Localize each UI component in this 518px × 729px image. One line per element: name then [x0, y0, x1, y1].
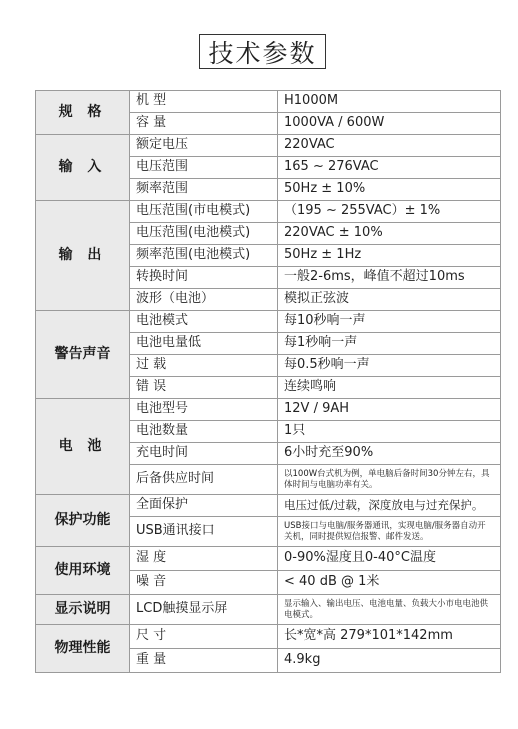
param-label: 电压范围(市电模式)	[130, 201, 278, 223]
param-label: 额定电压	[130, 135, 278, 157]
table-row	[36, 91, 501, 113]
table-row	[36, 311, 501, 333]
param-label: 电池数量	[130, 421, 278, 443]
param-value: 每10秒响一声	[278, 311, 501, 333]
param-label: 频率范围(电池模式)	[130, 245, 278, 267]
table-row	[36, 201, 501, 223]
param-value: 电压过低/过载，深度放电与过充保护。	[278, 495, 501, 517]
category-battery: 电 池	[36, 399, 130, 495]
param-label: 容 量	[130, 113, 278, 135]
table-row	[36, 595, 501, 625]
param-label: 波形（电池）	[130, 289, 278, 311]
category-physical: 物理性能	[36, 625, 130, 673]
param-label: 电池模式	[130, 311, 278, 333]
param-value: USB接口与电脑/服务器通讯，实现电脑/服务器自动开关机，同时提供短信报警、邮件发送。	[278, 517, 501, 547]
param-label: 机 型	[130, 91, 278, 113]
param-label: 电池电量低	[130, 333, 278, 355]
param-label: 电压范围(电池模式)	[130, 223, 278, 245]
table-row	[36, 625, 501, 649]
param-value: （195 ~ 255VAC）± 1%	[278, 201, 501, 223]
param-label: 噪 音	[130, 571, 278, 595]
category-output: 输 出	[36, 201, 130, 311]
param-value: 一般2-6ms，峰值不超过10ms	[278, 267, 501, 289]
param-value: 12V / 9AH	[278, 399, 501, 421]
param-value: 220VAC ± 10%	[278, 223, 501, 245]
spec-table	[35, 90, 501, 673]
param-value: 220VAC	[278, 135, 501, 157]
param-value: 长*宽*高 279*101*142mm	[278, 625, 501, 649]
param-label: 转换时间	[130, 267, 278, 289]
param-label: 后备供应时间	[130, 465, 278, 495]
param-label: USB通讯接口	[130, 517, 278, 547]
param-value: 50Hz ± 10%	[278, 179, 501, 201]
param-value: 6小时充至90%	[278, 443, 501, 465]
param-label: LCD触摸显示屏	[130, 595, 278, 625]
param-value: 以100W台式机为例，单电脑后备时间30分钟左右，具体时间与电脑功率有关。	[278, 465, 501, 495]
param-value: 连续鸣响	[278, 377, 501, 399]
param-label: 全面保护	[130, 495, 278, 517]
param-label: 电池型号	[130, 399, 278, 421]
param-value: 50Hz ± 1Hz	[278, 245, 501, 267]
category-protection: 保护功能	[36, 495, 130, 547]
param-label: 电压范围	[130, 157, 278, 179]
page-title: 技术参数	[199, 34, 326, 69]
category-environment: 使用环境	[36, 547, 130, 595]
param-value: 每1秒响一声	[278, 333, 501, 355]
param-label: 错 误	[130, 377, 278, 399]
param-value: 1000VA / 600W	[278, 113, 501, 135]
category-alarm: 警告声音	[36, 311, 130, 399]
param-label: 尺 寸	[130, 625, 278, 649]
category-input: 输 入	[36, 135, 130, 201]
param-label: 充电时间	[130, 443, 278, 465]
param-value: H1000M	[278, 91, 501, 113]
param-value: 165 ~ 276VAC	[278, 157, 501, 179]
param-value: < 40 dB @ 1米	[278, 571, 501, 595]
param-value: 0-90%湿度且0-40°C温度	[278, 547, 501, 571]
param-value: 4.9kg	[278, 649, 501, 673]
category-spec: 规 格	[36, 91, 130, 135]
category-display: 显示说明	[36, 595, 130, 625]
param-value: 每0.5秒响一声	[278, 355, 501, 377]
param-value: 显示输入、输出电压、电池电量、负载大小市电电池供电模式。	[278, 595, 501, 625]
param-value: 1只	[278, 421, 501, 443]
param-label: 过 载	[130, 355, 278, 377]
param-value: 模拟正弦波	[278, 289, 501, 311]
param-label: 重 量	[130, 649, 278, 673]
param-label: 湿 度	[130, 547, 278, 571]
param-label: 频率范围	[130, 179, 278, 201]
table-row	[36, 495, 501, 517]
table-row	[36, 399, 501, 421]
table-row	[36, 135, 501, 157]
table-row	[36, 547, 501, 571]
